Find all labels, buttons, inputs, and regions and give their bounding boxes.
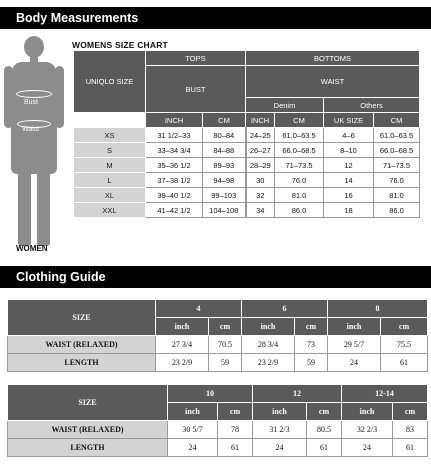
- waist-header: WAIST: [246, 66, 420, 98]
- bust-cm-cell: 94–98: [203, 173, 246, 188]
- uk-size-header: UK SIZE: [324, 113, 374, 128]
- bust-inch-cell: 37–38 1/2: [146, 173, 203, 188]
- women-figure-icon: [4, 36, 64, 254]
- body-measurements-header: Body Measurements: [0, 7, 431, 29]
- bust-inch-cell: 31 1/2–33: [146, 128, 203, 143]
- clothing-guide-header: Clothing Guide: [0, 266, 431, 288]
- value-cell: 24: [168, 439, 218, 457]
- size-column-header: 10: [168, 385, 253, 403]
- table-row: [74, 158, 420, 173]
- women-caption: WOMEN: [16, 244, 48, 253]
- unit-inch-header: inch: [342, 403, 393, 421]
- bust-label: Bust: [24, 99, 39, 106]
- denim-inch-cell: 30: [246, 173, 275, 188]
- others-cm-cell: 76.0: [374, 173, 420, 188]
- value-cell: 31 2/3: [253, 421, 307, 439]
- size-label: XL: [74, 188, 146, 203]
- row-label: LENGTH: [8, 439, 168, 457]
- value-cell: 24: [253, 439, 307, 457]
- bust-inch-cell: 35–36 1/2: [146, 158, 203, 173]
- unit-inch-header: INCH: [146, 113, 203, 128]
- value-cell: 61: [393, 439, 428, 457]
- table-row: [8, 354, 428, 372]
- uk-size-cell: 18: [324, 203, 374, 218]
- denim-header: Denim: [246, 98, 324, 113]
- others-cm-cell: 66.0–68.5: [374, 143, 420, 158]
- table-row: [74, 188, 420, 203]
- bust-inch-cell: 41–42 1/2: [146, 203, 203, 218]
- bust-cm-cell: 104–108: [203, 203, 246, 218]
- denim-cm-cell: 61.0–63.5: [275, 128, 324, 143]
- unit-inch-header: inch: [156, 318, 209, 336]
- uk-size-cell: 14: [324, 173, 374, 188]
- value-cell: 29 5/7: [328, 336, 381, 354]
- row-label: LENGTH: [8, 354, 156, 372]
- value-cell: 61: [218, 439, 253, 457]
- denim-inch-cell: 32: [246, 188, 275, 203]
- unit-inch-header: inch: [168, 403, 218, 421]
- size-label: XXL: [74, 203, 146, 218]
- value-cell: 75.5: [381, 336, 428, 354]
- bust-inch-cell: 39–40 1/2: [146, 188, 203, 203]
- others-cm-cell: 81.0: [374, 188, 420, 203]
- unit-inch-header: inch: [253, 403, 307, 421]
- value-cell: 70.5: [209, 336, 242, 354]
- table-row: [74, 143, 420, 158]
- unit-cm-header: CM: [275, 113, 324, 128]
- bust-cm-cell: 99–103: [203, 188, 246, 203]
- tops-header: TOPS: [146, 51, 246, 66]
- row-label: WAIST (RELAXED): [8, 421, 168, 439]
- value-cell: 80.5: [307, 421, 342, 439]
- value-cell: 24: [328, 354, 381, 372]
- unit-inch-header: inch: [242, 318, 295, 336]
- denim-inch-cell: 26–27: [246, 143, 275, 158]
- denim-inch-cell: 24–25: [246, 128, 275, 143]
- denim-cm-cell: 81.0: [275, 188, 324, 203]
- size-chart-title: WOMENS SIZE CHART: [72, 40, 168, 50]
- row-label: WAIST (RELAXED): [8, 336, 156, 354]
- value-cell: 24: [342, 439, 393, 457]
- size-label: M: [74, 158, 146, 173]
- value-cell: 83: [393, 421, 428, 439]
- clothing-guide-table-1: [7, 299, 428, 372]
- unit-cm-header: cm: [218, 403, 253, 421]
- value-cell: 32 2/3: [342, 421, 393, 439]
- uniqlo-size-header: UNIQLO SIZE: [74, 51, 146, 113]
- denim-cm-cell: 86.0: [275, 203, 324, 218]
- size-label: L: [74, 173, 146, 188]
- others-header: Others: [324, 98, 420, 113]
- bust-inch-cell: 33–34 3/4: [146, 143, 203, 158]
- value-cell: 28 3/4: [242, 336, 295, 354]
- clothing-guide-table-2: [7, 384, 428, 457]
- unit-cm-header: cm: [209, 318, 242, 336]
- size-column-header: 12: [253, 385, 342, 403]
- unit-cm-header: cm: [393, 403, 428, 421]
- denim-cm-cell: 66.0–68.5: [275, 143, 324, 158]
- value-cell: 59: [295, 354, 328, 372]
- uk-size-cell: 8–10: [324, 143, 374, 158]
- bust-cm-cell: 84–88: [203, 143, 246, 158]
- value-cell: 78: [218, 421, 253, 439]
- bust-header: BUST: [146, 66, 246, 113]
- uk-size-cell: 4–6: [324, 128, 374, 143]
- others-cm-cell: 71–73.5: [374, 158, 420, 173]
- value-cell: 73: [295, 336, 328, 354]
- value-cell: 23 2/9: [156, 354, 209, 372]
- others-cm-cell: 86.0: [374, 203, 420, 218]
- others-cm-cell: 61.0–63.5: [374, 128, 420, 143]
- value-cell: 59: [209, 354, 242, 372]
- value-cell: 61: [307, 439, 342, 457]
- size-header: SIZE: [8, 385, 168, 421]
- table-row: [74, 203, 420, 218]
- denim-inch-cell: 28–29: [246, 158, 275, 173]
- denim-cm-cell: 76.0: [275, 173, 324, 188]
- table-row: [8, 336, 428, 354]
- value-cell: 30 5/7: [168, 421, 218, 439]
- table-row: [8, 439, 428, 457]
- size-column-header: 12-14: [342, 385, 428, 403]
- value-cell: 23 2/9: [242, 354, 295, 372]
- bottoms-header: BOTTOMS: [246, 51, 420, 66]
- size-column-header: 6: [242, 300, 328, 318]
- size-label: S: [74, 143, 146, 158]
- size-header: SIZE: [8, 300, 156, 336]
- bust-cm-cell: 80–84: [203, 128, 246, 143]
- denim-inch-cell: 34: [246, 203, 275, 218]
- uk-size-cell: 16: [324, 188, 374, 203]
- unit-inch-header: INCH: [246, 113, 275, 128]
- unit-cm-header: cm: [295, 318, 328, 336]
- waist-label: Waist: [22, 126, 40, 133]
- table-row: [74, 128, 420, 143]
- table-row: [8, 421, 428, 439]
- unit-cm-header: cm: [307, 403, 342, 421]
- womens-size-chart-table: [73, 50, 420, 218]
- size-column-header: 8: [328, 300, 428, 318]
- table-row: [74, 173, 420, 188]
- unit-inch-header: inch: [328, 318, 381, 336]
- unit-cm-header: cm: [381, 318, 428, 336]
- bust-cm-cell: 89–93: [203, 158, 246, 173]
- uk-size-cell: 12: [324, 158, 374, 173]
- value-cell: 61: [381, 354, 428, 372]
- size-label: XS: [74, 128, 146, 143]
- unit-cm-header: CM: [203, 113, 246, 128]
- unit-cm-header: CM: [374, 113, 420, 128]
- denim-cm-cell: 71–73.5: [275, 158, 324, 173]
- value-cell: 27 3/4: [156, 336, 209, 354]
- size-column-header: 4: [156, 300, 242, 318]
